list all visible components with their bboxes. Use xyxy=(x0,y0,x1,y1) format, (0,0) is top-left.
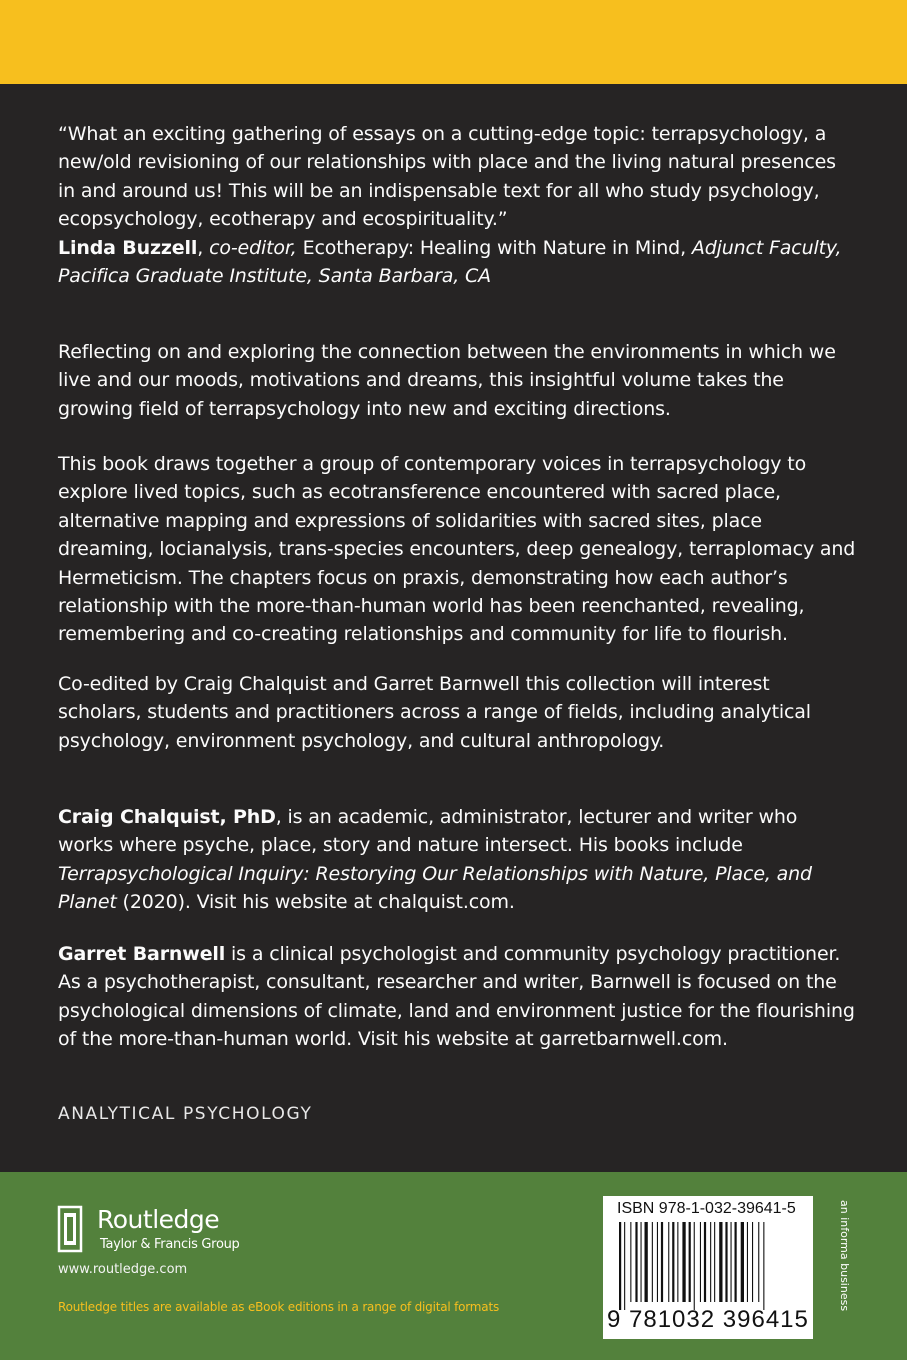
author-bio-chalquist xyxy=(58,803,858,917)
bio-text-chalquist-b: (2020). Visit his website at chalquist.com. xyxy=(116,891,515,914)
publisher-group: Taylor & Francis Group xyxy=(100,1237,240,1252)
publisher-website[interactable]: www.routledge.com xyxy=(58,1262,188,1277)
informa-text: an informa business xyxy=(838,1200,851,1312)
informa-business-tag xyxy=(838,1200,852,1340)
endorsement-quote: “What an exciting gathering of essays on a cutting-edge topic: terrapsychology, a new/old revisioning of our relationships with place and the living natural presences in and around us! This will be an indispensable text for all who study psychology, ecopsychology, ecotherapy and ecospirituality.” Linda Buzzell, co-editor, Ecotherapy: Healing with Nature in Mind, Adjunct Faculty, Pacifica Graduate Institute, Santa Barbara, CA xyxy=(58,123,842,288)
author-bio-barnwell xyxy=(58,940,858,1054)
routledge-logo-icon xyxy=(55,1205,85,1255)
description-paragraph-3: Co-edited by Craig Chalquist and Garret Barnwell this collection will interest scholars, students and practitioners across a range of fields, including analytical psychology, environment psychology, and cultural anthropology. xyxy=(58,673,811,752)
bio-book-chalquist: Terrapsychological Inquiry: Restorying Our Relationships with Nature, Place, and Planet xyxy=(58,862,812,914)
publisher-name: Routledge xyxy=(97,1205,220,1234)
quote-author: Linda Buzzell xyxy=(58,236,198,259)
barcode-icon xyxy=(619,1222,799,1310)
isbn-label: ISBN 978-1-032-39641-5 xyxy=(617,1200,796,1217)
bio-text-chalquist-a: , is an academic, administrator, lecturer and writer who works where psyche, place, story and nature intersect. His books include xyxy=(58,806,798,857)
bio-name-chalquist: Craig Chalquist, PhD xyxy=(58,806,276,828)
description-paragraph-2: This book draws together a group of contemporary voices in terrapsychology to explore lived topics, such as ecotransference encountered with sacred place, alternative mapping and expressions of solidarities with sacred sites, place dreaming, locianalysis, trans-species encounters, deep genealogy, terraplomacy and Hermeticism. The chapters focus on praxis, demonstrating how each author’s relationship with the more-than-human world has been reenchanted, revealing, remembering and co-creating relationships and community for life to flourish. xyxy=(58,453,856,646)
isbn-digits: 9 781032 396415 xyxy=(607,1306,809,1333)
routledge-logo xyxy=(55,1205,255,1260)
quote-role: co-editor, xyxy=(209,236,297,259)
quote-text: “What an exciting gathering of essays on a cutting-edge topic: terrapsychology, a new/old revisioning of our relationships with place and the living natural presences in and around us! This will be an indispensable text for all who study psychology, ecopsychology, ecotherapy and ecospirituality.” xyxy=(58,123,836,231)
bio-name-barnwell: Garret Barnwell xyxy=(58,943,226,965)
ebook-note: Routledge titles are available as eBook editions in a range of digital formats xyxy=(58,1300,500,1314)
quote-affiliation: Adjunct Faculty, Pacifica Graduate Institute, Santa Barbara, CA xyxy=(58,236,842,288)
description-paragraph-1: Reflecting on and exploring the connection between the environments in which we live and our moods, motivations and dreams, this insightful volume takes the growing field of terrapsychology into new and exciting directions. xyxy=(58,341,836,420)
quote-book: Ecotherapy: Healing with Nature in Mind, xyxy=(302,236,686,259)
bio-text-barnwell: is a clinical psychologist and community psychology practitioner. As a psychotherapist, consultant, researcher and writer, Barnwell is focused on the psychological dimensions of climate, land and environment justice for the flourishing of the more-than-human world. Visit his website at garretbarnwell.com. xyxy=(58,943,855,1051)
subject-category: ANALYTICAL PSYCHOLOGY xyxy=(58,1104,313,1124)
top-color-band xyxy=(0,0,907,84)
isbn-barcode-box xyxy=(603,1196,813,1339)
